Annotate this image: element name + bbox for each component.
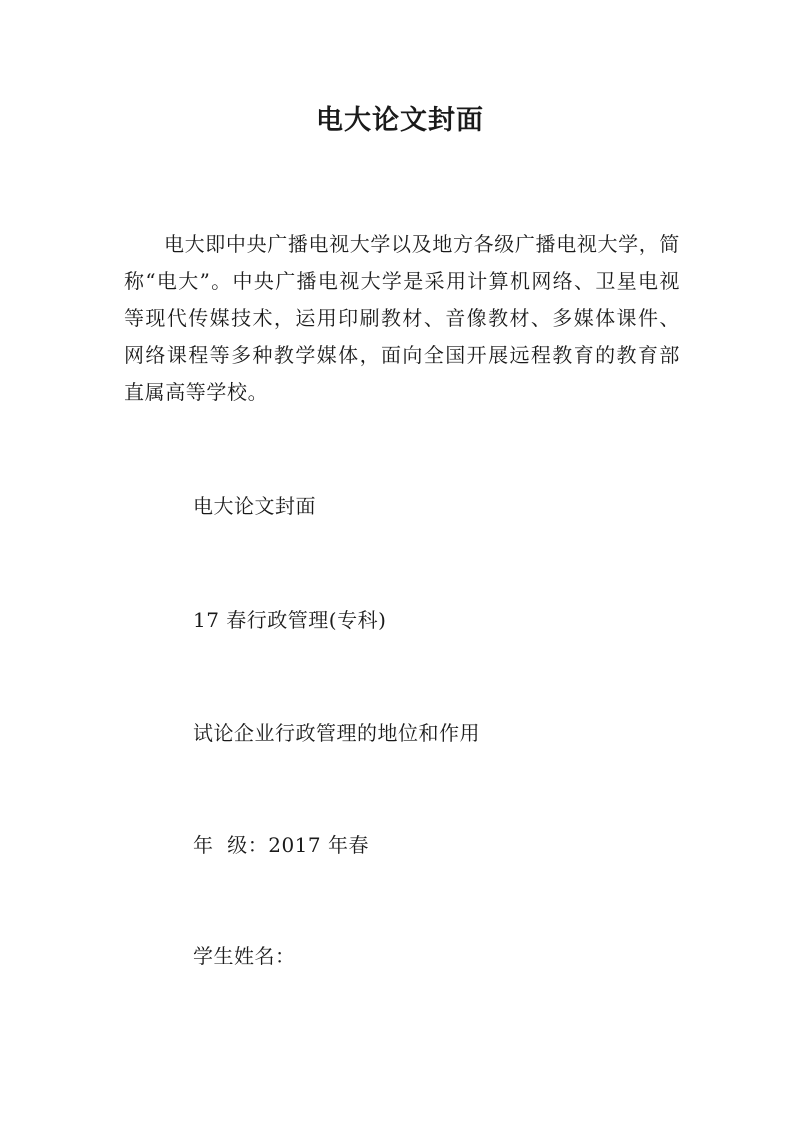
student-name-line: 学生姓名： <box>193 944 296 968</box>
grade-line: 年 级：2017 年春 <box>193 833 369 857</box>
program-line: 17 春行政管理(专科) <box>193 608 387 632</box>
document-title: 电大论文封面 <box>316 105 484 136</box>
thesis-title-line: 试论企业行政管理的地位和作用 <box>193 721 480 745</box>
intro-paragraph: 电大即中央广播电视大学以及地方各级广播电视大学，简称“电大”。中央广播电视大学是采用计算机网络、卫星电视等现代传媒技术，运用印刷教材、音像教材、多媒体课件、网络课程等多种教学媒体，面向全国开展远程教育的教育部直属高等学校。 <box>124 232 680 404</box>
cover-heading: 电大论文封面 <box>193 494 316 518</box>
